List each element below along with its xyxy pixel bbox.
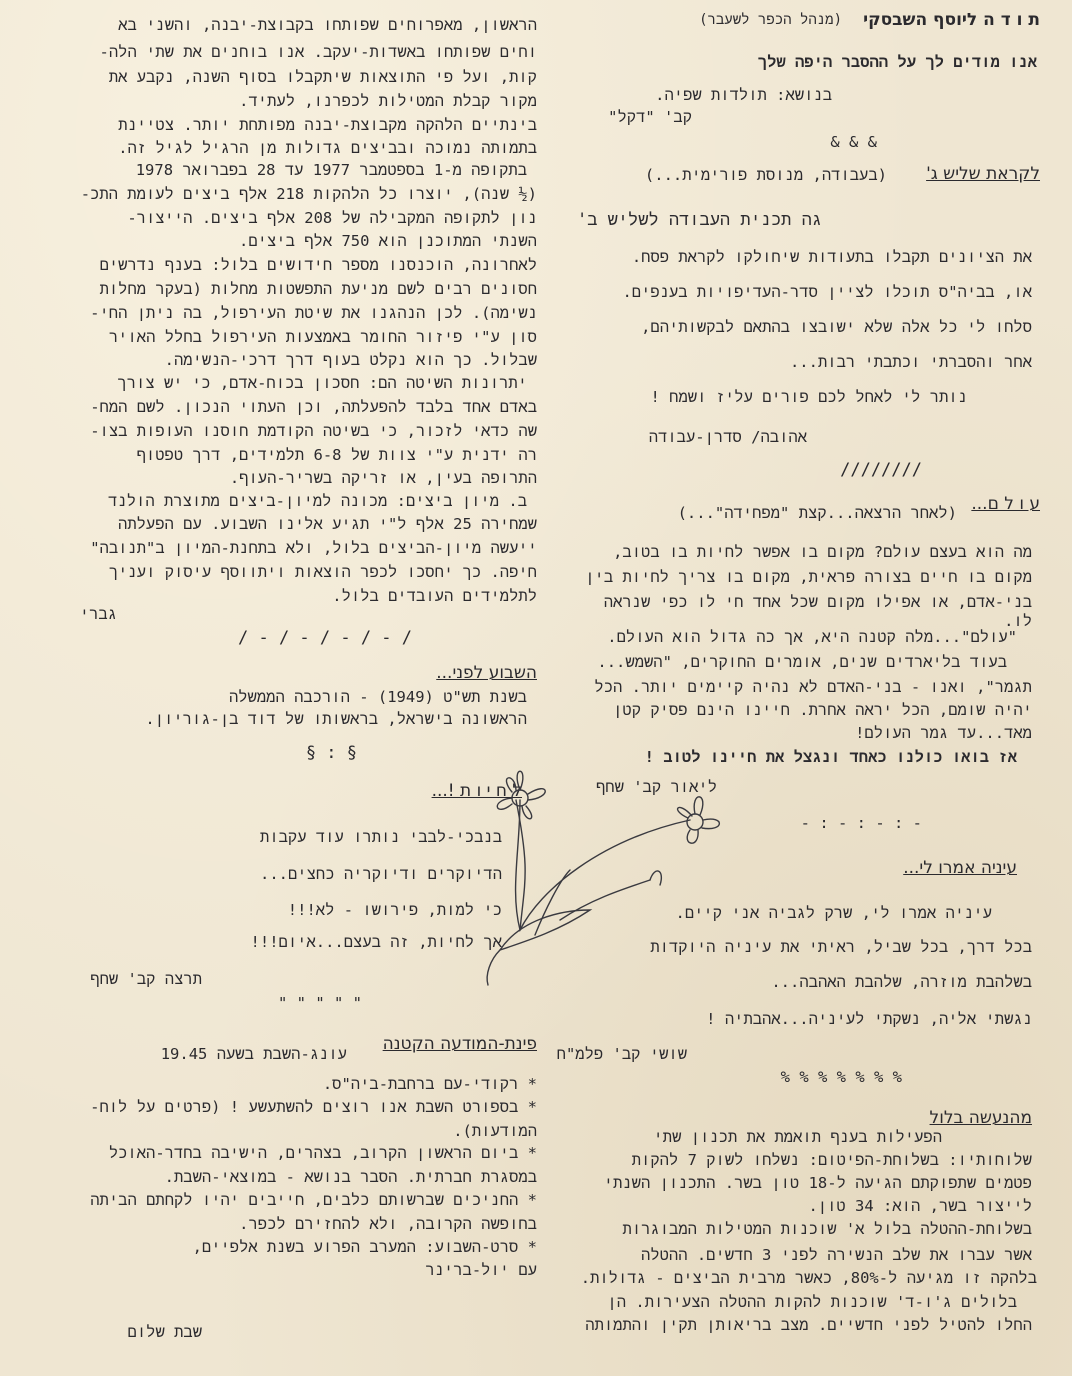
poultry-line: בתקופה מ-1 בספטמבר 1977 עד 28 בפברואר 1978 xyxy=(135,161,527,179)
closing: שבת שלום xyxy=(127,1323,202,1341)
coop-line: פטמים שתפוקתם הגיעה ל-18 טון בשר. התכנון השנתי xyxy=(603,1174,1032,1192)
poultry-line: חיפה. כך יחסכו לכפר הוצאות ויתווסף עיסוק ועניך xyxy=(108,563,537,581)
notice-item: המודעות). xyxy=(453,1122,537,1140)
coop-line: לייצור בשר, הוא: 34 טון. xyxy=(808,1197,1032,1215)
poultry-line: בינתיים הלהקה מקבוצת-יבנה מפותחת יותר. צטיינת xyxy=(118,116,537,134)
world-line: מקום בו חיים בצורה פראית, מקום בו צריך לחיות בין xyxy=(585,568,1032,586)
poultry-line: מקור קבלת המטילות לכפרנו, לעתיד. xyxy=(239,92,537,110)
divider: - : - : - : - xyxy=(800,814,922,832)
world-line: אז בואו כולנו כאחד ונגצל את חיינו לטוב ! xyxy=(644,748,1017,766)
acrostic-line: או, בביה"ס תוכלו לציין סדר-העדיפויות בענפים. xyxy=(622,283,1032,301)
live-signature: תרצה קב' שחף xyxy=(90,970,202,988)
world-line: מאד...עד גמר העולם! xyxy=(855,724,1032,742)
eyes-line: בשלהבת מוזרה, שלהבת האהבה... xyxy=(771,973,1032,991)
divider: § : § xyxy=(305,743,357,763)
live-line: בנבכי-לבבי נותרו עוד עקבות xyxy=(260,828,502,846)
notice-item: * החניכים שברשותם כלבים, חייבים יהיו לקחתם הביתה xyxy=(90,1191,537,1209)
live-line: הדיוקרים ודיוקריה כחצים... xyxy=(260,865,502,883)
third-note: (בעבודה, מנוסת פורימית...) xyxy=(644,166,887,184)
poultry-line: נון לתקופה המקבילה של 208 אלף ביצים. הייצור- xyxy=(127,209,537,227)
notice-item: * רקודי-עם ברחבת-ביה"ס. xyxy=(322,1075,537,1093)
eyes-line: נגשתי אליה, נשקתי לעיניה...אהבתיה ! xyxy=(706,1010,1032,1028)
notice-item: * ביום הראשון הקרוב, בצהרים, הישיבה בחדר-האוכל xyxy=(108,1144,537,1162)
acrostic-signature: אהובה/ סדרן-עבודה xyxy=(648,428,807,446)
notice-item: בחופשה הקרובה, ולא להחזירם לכפר. xyxy=(239,1215,537,1233)
poultry-line: לאחרונה, הוכנסנו מספר חידושים בלול: בענף נדרשים xyxy=(99,256,537,274)
poultry-line: ב. מיון ביצים: מכונה למיון-ביצים מתוצרת הולנד xyxy=(108,492,527,510)
poultry-line: נשימה). לכן הנהגנו את שיטת העירפול, בה ניתן החי- xyxy=(90,304,537,322)
coop-line: אשר עברו את שלב הנשירה לפני 3 חדשים. ההטלה xyxy=(641,1246,1032,1264)
poultry-line: בתמותה נמוכה ובביצים גדולות מן הרגיל לגיל זה. xyxy=(118,139,537,157)
poultry-line: (½ שנה), יוצרו כל הלהקות 218 אלף ביצים לעומת התכ- xyxy=(80,185,537,203)
coop-line: שלוחותיו: בשלוחת-הפיטום: נשלחו לשוק 7 להקות xyxy=(631,1151,1032,1169)
poultry-line: שמחירה 25 אלף ל"י תגיע אלינו השבוע. עם הפעלתה xyxy=(118,515,537,533)
coop-line: בשלוחת-ההטלה בלול א' שוכנות המטילות המבוגרות xyxy=(622,1220,1032,1238)
world-line: לו. xyxy=(1004,612,1032,630)
world-line: "עולם"...מלה קטנה היא, אך כה גדול הוא העולם. xyxy=(607,628,1017,646)
coop-line: החלו להטיל לפני חדשיים. מצב בריאותן תקין והתמותה xyxy=(585,1316,1032,1334)
third-title: לקראת שליש ג' xyxy=(926,164,1040,184)
flower-drawing xyxy=(440,760,740,1010)
poultry-line: שבלול. כך הוא נקלט בעוף דרך דרכי-הנשימה. xyxy=(164,351,537,369)
world-line: מה הוא בעצם עולם? מקום בו אפשר לחיות בו בטוב, xyxy=(613,543,1032,561)
poultry-line: השנתי המתוכנן הוא 750 אלף ביצים. xyxy=(239,232,537,250)
poultry-line: קות, ועל פי התוצאות שיתקבלו בסוף השנה, נקבע את xyxy=(108,68,537,86)
thanks-line: אנו מודים לך על ההסבר היפה שלך xyxy=(757,53,1037,71)
live-line: כי למות, פירושו - לא!!! xyxy=(287,901,502,919)
poultry-line: ייעשה מיון-הביצים בלול, ולא בתחנת-המיון ב"תנובה" xyxy=(90,539,537,557)
notice-item: * סרט-השבוע: המערב הפרוע בשנת אלפיים, xyxy=(192,1238,537,1256)
poultry-line: שה כדאי לזכור, כי בשיטה הקודמת חוסנו העופות בצו- xyxy=(90,422,537,440)
divider: //////// xyxy=(840,460,922,480)
week-title: השבוע לפני... xyxy=(436,663,537,683)
world-line: יהיה שומם, הכל יראה אחרת. חיינו הינם פסיק קטן xyxy=(613,701,1032,719)
notice-item: במסגרת חברתית. הסבר בנושא - במוצאי-השבת. xyxy=(164,1168,537,1186)
eyes-line: בכל דרך, בכל שביל, ראיתי את עיניה היוקדות xyxy=(650,938,1032,956)
poultry-line: באדם אחד בלבד להפעלתה, וכן העתוי הנכון. לשם המח- xyxy=(90,398,537,416)
notice-item: עם יול-ברינר xyxy=(425,1261,537,1279)
poultry-line: וחים שפותחו באשדות-יעקב. אנו בוחנים את שתי הלה- xyxy=(99,43,537,61)
world-line: בעוד בליארדים שנים, אומרים החוקרים, "השמש... xyxy=(597,653,1007,671)
coop-line: הפעילות בענף תואמת את תכנון שתי xyxy=(653,1128,942,1146)
divider: & & & xyxy=(830,133,877,151)
world-line: בני-אדם, או אפילו מקום שכל אחד חי לו כפי שנראה xyxy=(603,593,1032,611)
thanks-note: (מנהל הכפר לשעבר) xyxy=(699,12,842,28)
poultry-line: סון ע"י פיזור החומר באמצעות העירפול בחלל האויר xyxy=(108,328,537,346)
acrostic-closing: נותר לי לאחל לכם פורים עליז ושמח ! xyxy=(650,388,967,406)
coop-title: מהנעשה בלול xyxy=(929,1108,1032,1128)
divider: " " " " " xyxy=(278,994,362,1012)
poultry-line: יתרונות השיטה הם: חסכון בכוח-אדם, כי יש צורך xyxy=(117,374,527,392)
live-title: ל ח י ו ת !... xyxy=(431,781,522,801)
live-line: אך לחיות, זה בעצם...איום!!! xyxy=(250,933,502,951)
eyes-title: עיניה אמרו לי... xyxy=(903,858,1017,878)
week-line: הראשונה בישראל, בראשותו של דוד בן-גוריון. xyxy=(145,710,527,728)
acrostic-line: אחר והסברתי וכתבתי רבות... xyxy=(789,353,1032,371)
acrostic-line: את הציונים תקבלו בתעודות שיחולקו לקראת פסח. xyxy=(631,248,1032,266)
thanks-signature: קב' "דקל" xyxy=(608,108,692,126)
acrostic-line: גה תכנית העבודה לשליש ב' xyxy=(576,210,822,230)
poultry-line: רה ידנית ע"י צוות של 6-8 תלמידים, דרך טפטוף xyxy=(136,446,537,464)
poultry-line: התרופה בעין, או זריקה בשריר-העוף. xyxy=(229,469,537,487)
poultry-signature: גברי xyxy=(79,605,117,623)
world-note: (לאחר הרצאה...קצת "מפחידה"...) xyxy=(677,504,957,522)
poultry-line: חסונים רבים לשם מניעת התפשטות מחלות (בעקר מחלות xyxy=(99,280,537,298)
divider: / - / - / - / - / xyxy=(238,628,412,648)
coop-line: בלהקה זו מגיעה ל-80%, כאשר מרבית הביצים - גדולות. xyxy=(580,1269,1037,1287)
acrostic-line: סלחו לי כל אלה שלא ישובצו בהתאם לבקשותיהם, xyxy=(641,318,1032,336)
thanks-title: ת ו ד ה ליוסף השבסקי xyxy=(863,10,1040,30)
notice-item: * בספורט השבת אנו רוצים להשתעשע ! (פרטים על לוח- xyxy=(90,1098,537,1116)
poultry-line: הראשון, מאפרוחים שפותחו בקבוצת-יבנה, והשני בא xyxy=(118,16,537,34)
notice-first: עונג-השבת בשעה 19.45 xyxy=(160,1045,347,1063)
world-signature: ליאור קב' שחף xyxy=(595,778,717,796)
coop-line: בלולים ג'ו-ד' שוכנות להקות ההטלה הצעירות. הן xyxy=(607,1293,1017,1311)
thanks-line: בנושא: תולדות שפיה. xyxy=(655,86,832,104)
eyes-signature: שושי קב' פלמ"ח xyxy=(556,1045,687,1063)
world-title: ע ו ל ם... xyxy=(971,494,1040,514)
notice-title: פינת-המודעה הקטנה xyxy=(382,1034,537,1054)
week-line: בשנת תש"ט (1949) - הורכבה הממשלה xyxy=(228,688,527,706)
world-line: תגמר", ואנו - בני-האדם לא נהיה קיימים יותר. הכל xyxy=(594,678,1032,696)
divider: % % % % % % % xyxy=(780,1068,902,1086)
eyes-line: עיניה אמרו לי, שרק לגביה אני קיים. xyxy=(675,904,992,922)
poultry-line: לתלמידים העובדים בלול. xyxy=(332,587,537,605)
